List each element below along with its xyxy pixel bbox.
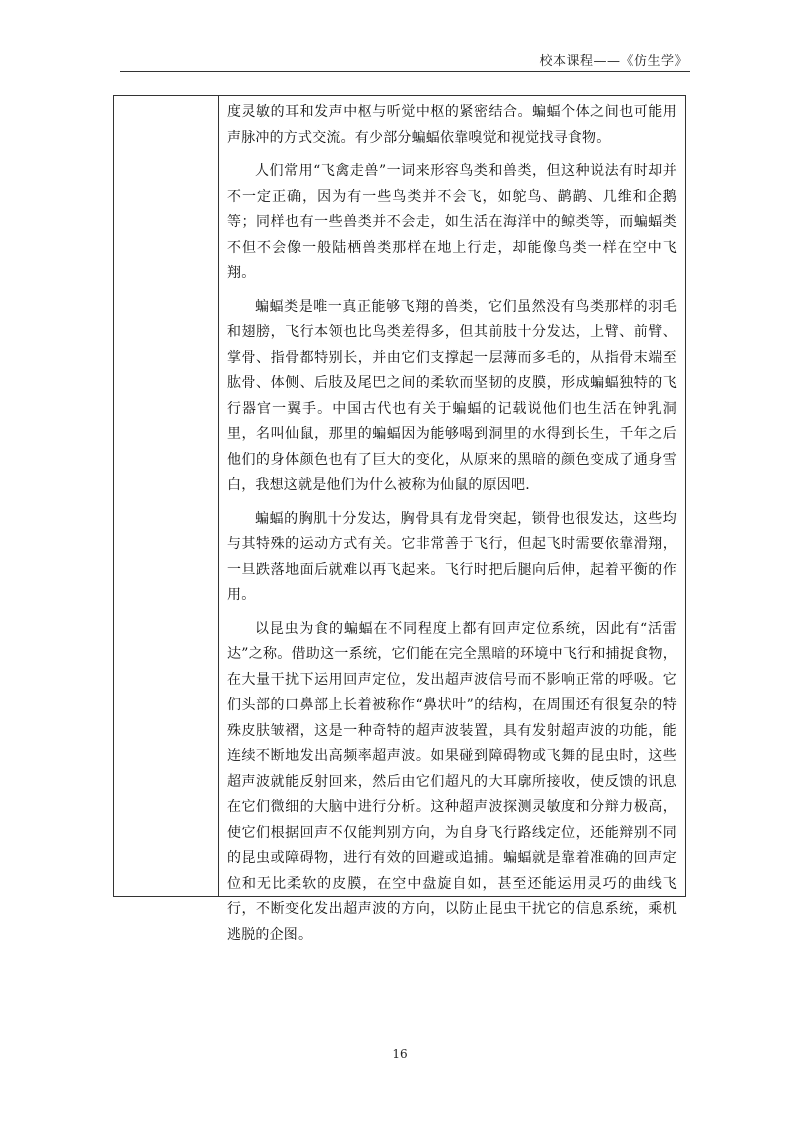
paragraph-5: 以昆虫为食的蝙蝠在不同程度上都有回声定位系统，因此有“活雷达”之称。借助这一系统，它们能在完全黑暗的环境中飞行和捕捉食物，在大量干扰下运用回声定位，发出超声波信号而不影响正常的呼吸。它们头部的口鼻部上长着被称作“鼻状叶”的结构，在周围还有很复杂的特殊皮肤皱褶，这是一种奇特的超声波装置，具有发射超声波的功能，能连续不断地发出高频率超声波。如果碰到障碍物或飞舞的昆虫时，这些超声波就能反射回来，然后由它们超凡的大耳廓所接收，使反馈的讯息在它们微细的大脑中进行分析。这种超声波探测灵敏度和分辩力极高，使它们根据回声不仅能判别方向，为自身飞行路线定位，还能辩别不同的昆虫或障碍物，进行有效的回避或追捕。蝙蝠就是靠着准确的回声定位和无比柔软的皮膜，在空中盘旋自如，甚至还能运用灵巧的曲线飞行，不断变化发出超声波的方向，以防止昆虫干扰它的信息系统，乘机逃脱的企图。 [227, 620, 677, 943]
paragraph-2: 人们常用“飞禽走兽”一词来形容鸟类和兽类，但这种说法有时却并不一定正确，因为有一些鸟类并不会飞，如鸵鸟、鹋鹋、几维和企鹅等；同样也有一些兽类并不会走，如生活在海洋中的鲸类等，而蝙蝠类不但不会像一般陆栖兽类那样在地上行走，却能像鸟类一样在空中飞翔。 [227, 163, 677, 281]
page-header-title: 校本课程——《仿生学》 [539, 54, 688, 69]
table-right-cell [219, 96, 685, 943]
page-number: 16 [392, 1047, 408, 1061]
paragraph-3: 蝙蝠类是唯一真正能够飞翔的兽类，它们虽然没有鸟类那样的羽毛和翅膀，飞行本领也比鸟类差得多，但其前肢十分发达，上臂、前臂、掌骨、指骨都特别长，并由它们支撑起一层薄而多毛的，从指骨末端至肱骨、体侧、后肢及尾巴之间的柔软而坚韧的皮膜，形成蝙蝠独特的飞行器官一翼手。中国古代也有关于蝙蝠的记载说他们也生活在钟乳洞里，名叫仙鼠，那里的蝙蝠因为能够喝到洞里的水得到长生，千年之后他们的身体颜色也有了巨大的变化，从原来的黑暗的颜色变成了通身雪白，我想这就是他们为什么被称为仙鼠的原因吧. [227, 298, 677, 493]
content-table [113, 95, 686, 943]
paragraph-1: 度灵敏的耳和发声中枢与听觉中枢的紧密结合。蝙蝠个体之间也可能用声脉冲的方式交流。有少部分蝙蝠依靠嗅觉和视觉找寻食物。 [227, 104, 677, 146]
paragraph-4: 蝙蝠的胸肌十分发达，胸骨具有龙骨突起，锁骨也很发达，这些均与其特殊的运动方式有关。它非常善于飞行，但起飞时需要依靠滑翔，一旦跌落地面后就难以再飞起来。飞行时把后腿向后伸，起着平衡的作用。 [227, 510, 677, 603]
header-divider [120, 71, 690, 72]
table-left-cell [114, 96, 219, 896]
